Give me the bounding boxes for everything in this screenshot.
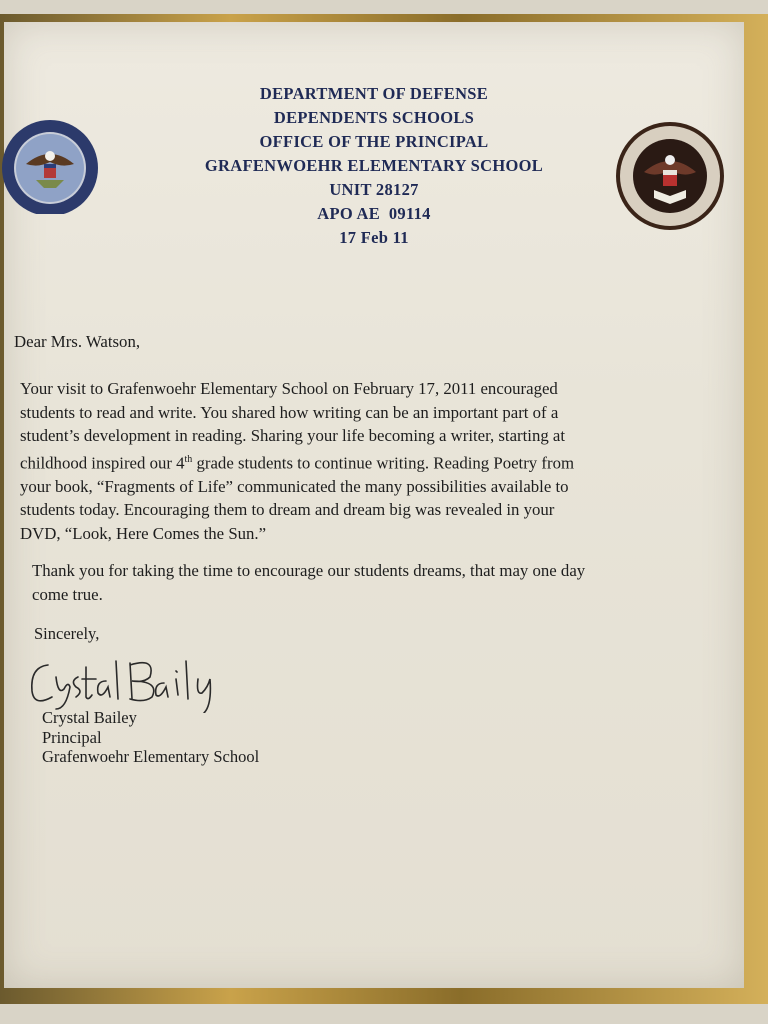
closing: Sincerely, [34, 624, 100, 643]
signature-block [42, 708, 259, 767]
letterhead-line3: OFFICE OF THE PRINCIPAL [259, 132, 489, 151]
para1-fragment: grade students to continue writing. Reading Poetry from [192, 453, 575, 473]
letter-date: 17 Feb 11 [339, 228, 409, 247]
para1-line: students today. Encouraging them to dream and dream big was revealed in your [20, 500, 555, 520]
para1-line: DVD, “Look, Here Comes the Sun.” [20, 523, 267, 543]
para2-line: come true. [32, 584, 103, 604]
letterhead-line2: DEPENDENTS SCHOOLS [273, 108, 475, 127]
para1-line: Your visit to Grafenwoehr Elementary School on February 17, 2011 encouraged [20, 379, 558, 398]
para1-line: your book, “Fragments of Life” communicated the many possibilities available to [20, 476, 569, 496]
signer-title: Principal [42, 727, 102, 747]
para1-line [20, 448, 710, 475]
paragraph-2 [32, 559, 692, 606]
signer-name: Crystal Bailey [42, 708, 137, 727]
letterhead-line6: APO AE 09114 [317, 204, 431, 223]
salutation: Dear Mrs. Watson, [14, 332, 141, 351]
letterhead-line5: UNIT 28127 [329, 180, 419, 199]
letterhead-line4: GRAFENWOEHR ELEMENTARY SCHOOL [204, 156, 544, 175]
paragraph-1 [20, 377, 710, 545]
signer-school: Grafenwoehr Elementary School [42, 747, 260, 766]
para2-line: Thank you for taking the time to encourage our students dreams, that may one day [32, 561, 586, 580]
para1-line: student’s development in reading. Sharing your life becoming a writer, starting at [20, 426, 566, 445]
handwritten-signature [26, 647, 256, 713]
dodds-seal-right [616, 120, 724, 232]
para1-fragment: childhood inspired our 4 [20, 453, 185, 473]
para1-line: students to read and write. You shared how writing can be an important part of a [20, 402, 559, 422]
letter-paper [4, 22, 744, 988]
superscript-th: th [184, 453, 193, 465]
letterhead-line1: DEPARTMENT OF DEFENSE [259, 84, 489, 103]
